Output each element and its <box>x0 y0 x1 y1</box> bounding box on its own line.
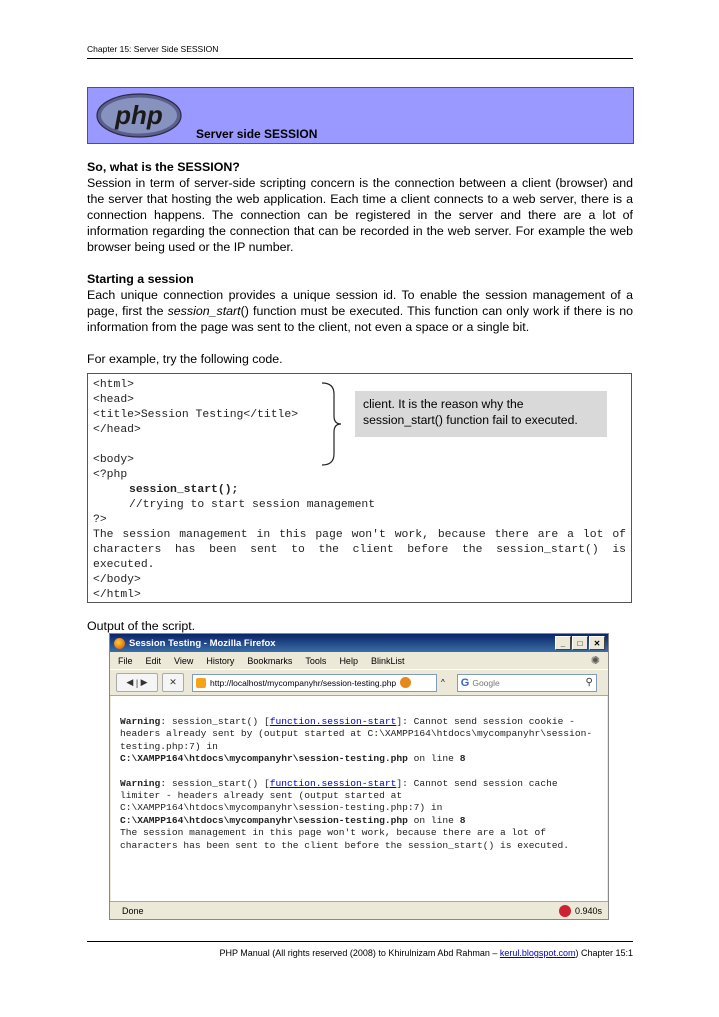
google-icon: G <box>460 676 470 689</box>
search-input[interactable] <box>457 674 597 692</box>
minimize-button[interactable]: _ <box>555 636 571 650</box>
search-placeholder: Google <box>472 677 500 688</box>
menu-item-bookmarks[interactable]: Bookmarks <box>247 655 293 666</box>
php-logo-icon <box>96 93 182 138</box>
code-line: </head> <box>93 424 141 436</box>
page-viewport <box>111 696 607 902</box>
menu-bar <box>110 652 608 670</box>
code-line: session_start(); <box>129 484 239 496</box>
page-footer: PHP Manual (All rights reserved (2008) to Khirulnizam Abd Rahman – kerul.blogspot.com) Chapter 15:1 <box>87 941 633 958</box>
stop-button[interactable] <box>162 673 184 692</box>
code-line: //trying to start session management <box>129 499 376 511</box>
blog-link[interactable]: kerul.blogspot.com <box>499 948 576 958</box>
body-text <box>87 159 633 367</box>
section-heading-start: Starting a session <box>87 272 194 286</box>
code-line: <head> <box>93 394 135 406</box>
code-line: <body> <box>93 454 135 466</box>
code-line-blank <box>93 438 626 453</box>
callout-note: client. It is the reason why the session_start() function fail to executed. <box>355 391 607 437</box>
page-output-text: The session management in this page won't work, because there are a lot of characters has been sent to the client before the session_start() is executed. <box>120 827 570 851</box>
yslow-icon[interactable] <box>559 905 571 917</box>
throbber-icon: ✺ <box>590 655 600 667</box>
php-logo-text: php <box>115 100 163 130</box>
code-line: <?php <box>93 469 128 481</box>
browser-screenshot <box>109 633 609 920</box>
function-link[interactable]: function.session-start <box>269 716 397 727</box>
back-icon: ◀ <box>126 677 134 687</box>
dropdown-caret-icon[interactable]: ^ <box>441 678 445 687</box>
function-link[interactable]: function.session-start <box>269 777 397 789</box>
code-line: </body> <box>93 574 141 586</box>
menu-item-tools[interactable]: Tools <box>305 655 327 666</box>
banner-title: Server side SESSION <box>196 127 318 141</box>
code-line: <title>Session Testing</title> <box>93 409 299 421</box>
load-time: 0.940s <box>574 905 602 916</box>
status-bar <box>110 901 608 919</box>
warning-block: Warning: session_start() [function.session-start]: Cannot send session cache limiter - headers already sent (output started at C:\XAMPP164\htdocs\mycompanyhr\session-testing.php:7) in C:\XAMPP164\htdocs\mycompanyhr\session-testing.php on line 8 The session management in this page won't work, because there are a lot of characters has been sent to the client before the session_start() is executed. <box>120 777 570 851</box>
brace-icon <box>320 382 342 466</box>
stop-icon: ✕ <box>169 677 177 687</box>
paragraph-what: Session in term of server-side scripting concern is the connection between a client (browser) and the server that hosting the web application. Each time a client connects to a web server, there is a connection happens. The connection can be registered in the server and there are a lot of information regarding the connection that can be recorded in the web server. For example the web browser being used or the IP number. <box>87 176 633 254</box>
site-favicon-icon <box>196 678 206 688</box>
section-heading-what: So, what is the SESSION? <box>87 160 240 174</box>
status-text: Done <box>122 905 144 916</box>
menu-item-help[interactable]: Help <box>339 655 358 666</box>
go-icon[interactable] <box>400 677 411 688</box>
forward-icon: ▶ <box>140 677 148 687</box>
menu-item-edit[interactable]: Edit <box>145 655 162 666</box>
warning-block: Warning: session_start() [function.session-start]: Cannot send session cookie - headers already sent by (output started at C:\XAMPP164\htdocs\mycompanyhr\session-testing.php:7) in C:\XAMPP164\htdocs\mycompanyhr\session-testing.php on line 8 <box>120 716 593 765</box>
url-text: http://localhost/mycompanyhr/session-testing.php <box>210 677 397 688</box>
search-icon[interactable]: ⚲ <box>585 677 593 688</box>
code-line: The session management in this page won't work, because there are a lot of characters has been sent to the client before the session_start() is executed. <box>93 529 626 571</box>
window-titlebar <box>110 634 608 652</box>
close-button[interactable]: ✕ <box>589 636 605 650</box>
chapter-title: Chapter 15: Server Side SESSION <box>87 44 219 54</box>
code-line: </html> <box>93 589 141 601</box>
menu-item-file[interactable]: File <box>118 655 133 666</box>
paragraph-start: Each unique connection provides a unique session id. To enable the session management of a page, first the session_start() function must be executed. This function can only work if there is no information from the page was sent to the client, not even a space or a single bit. <box>87 288 633 334</box>
back-forward-button[interactable]: ◀ | ▶ <box>116 673 158 692</box>
menu-item-blinklist[interactable]: BlinkList <box>370 655 405 666</box>
page-header <box>87 44 633 59</box>
menu-item-view[interactable]: View <box>174 655 194 666</box>
title-banner <box>87 87 634 144</box>
code-line: ?> <box>93 514 107 526</box>
output-label: Output of the script. <box>87 619 196 633</box>
inline-func: session_start <box>167 304 241 318</box>
menu-item-history[interactable]: History <box>206 655 235 666</box>
window-title: Session Testing - Mozilla Firefox <box>129 637 276 649</box>
firefox-icon <box>114 638 125 649</box>
code-line: <html> <box>93 379 135 391</box>
url-bar[interactable] <box>192 674 437 692</box>
navigation-toolbar <box>110 670 608 696</box>
maximize-button[interactable]: □ <box>572 636 588 650</box>
example-intro: For example, try the following code. <box>87 352 283 366</box>
